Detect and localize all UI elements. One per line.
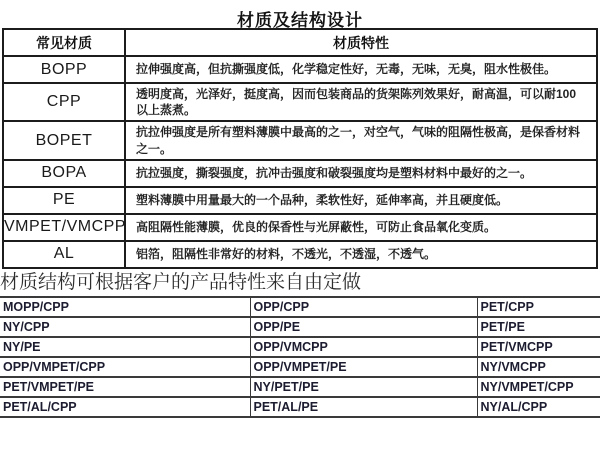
material-name-cell: BOPA — [3, 160, 125, 187]
materials-header-row — [3, 29, 597, 56]
combo-cell: PET/AL/PE — [250, 397, 477, 417]
page-title: 材质及结构设计 — [237, 11, 363, 30]
material-name-cell: BOPET — [3, 121, 125, 159]
combo-cell: NY/PE — [0, 337, 250, 357]
material-feature-cell: 高阻隔性能薄膜，优良的保香性与光屏蔽性，可防止食品氧化变质。 — [125, 214, 597, 241]
material-name-cell: BOPP — [3, 56, 125, 83]
table-row — [3, 160, 597, 187]
material-feature-cell: 铝箔，阻隔性非常好的材料，不透光，不透湿，不透气。 — [125, 241, 597, 268]
combinations-table — [0, 296, 600, 418]
material-feature-cell: 拉伸强度高，但抗撕强度低，化学稳定性好，无毒，无味，无臭，阻水性极佳。 — [125, 56, 597, 83]
table-row — [0, 397, 600, 417]
materials-header-feature: 材质特性 — [125, 29, 597, 56]
combo-cell: OPP/CPP — [250, 297, 477, 317]
combo-cell: MOPP/CPP — [0, 297, 250, 317]
combo-cell: NY/AL/CPP — [477, 397, 600, 417]
combo-cell: OPP/VMPET/PE — [250, 357, 477, 377]
materials-table — [2, 28, 598, 269]
table-row — [3, 83, 597, 121]
material-feature-cell: 抗拉伸强度是所有塑料薄膜中最高的之一，对空气，气味的阻隔性极高，是保香材料之一。 — [125, 121, 597, 159]
table-row — [0, 317, 600, 337]
table-row — [3, 56, 597, 83]
table-row — [3, 241, 597, 268]
combo-cell: PET/VMCPP — [477, 337, 600, 357]
combo-cell: NY/VMPET/CPP — [477, 377, 600, 397]
combo-cell: NY/VMCPP — [477, 357, 600, 377]
table-row — [3, 214, 597, 241]
table-row — [0, 297, 600, 317]
table-row — [3, 121, 597, 159]
table-row — [0, 377, 600, 397]
material-name-cell: PE — [3, 187, 125, 214]
customization-note: 材质结构可根据客户的产品特性来自由定做 — [0, 271, 362, 293]
table-row — [0, 357, 600, 377]
material-name-cell: AL — [3, 241, 125, 268]
combo-cell: OPP/VMCPP — [250, 337, 477, 357]
table-row — [0, 337, 600, 357]
combo-cell: PET/CPP — [477, 297, 600, 317]
combo-cell: PET/VMPET/PE — [0, 377, 250, 397]
material-name-cell: CPP — [3, 83, 125, 121]
material-feature-cell: 抗拉强度，撕裂强度，抗冲击强度和破裂强度均是塑料材料中最好的之一。 — [125, 160, 597, 187]
combo-cell: OPP/VMPET/CPP — [0, 357, 250, 377]
combo-cell: OPP/PE — [250, 317, 477, 337]
material-feature-cell: 透明度高，光泽好，挺度高，因而包装商品的货架陈列效果好，耐高温，可以耐100以上蒸煮。 — [125, 83, 597, 121]
combo-cell: PET/AL/CPP — [0, 397, 250, 417]
combo-cell: NY/CPP — [0, 317, 250, 337]
table-row — [3, 187, 597, 214]
material-name-cell: VMPET/VMCPP — [3, 214, 125, 241]
combo-cell: NY/PET/PE — [250, 377, 477, 397]
material-feature-cell: 塑料薄膜中用量最大的一个品种，柔软性好，延伸率高，并且硬度低。 — [125, 187, 597, 214]
materials-header-material: 常见材质 — [3, 29, 125, 56]
combo-cell: PET/PE — [477, 317, 600, 337]
